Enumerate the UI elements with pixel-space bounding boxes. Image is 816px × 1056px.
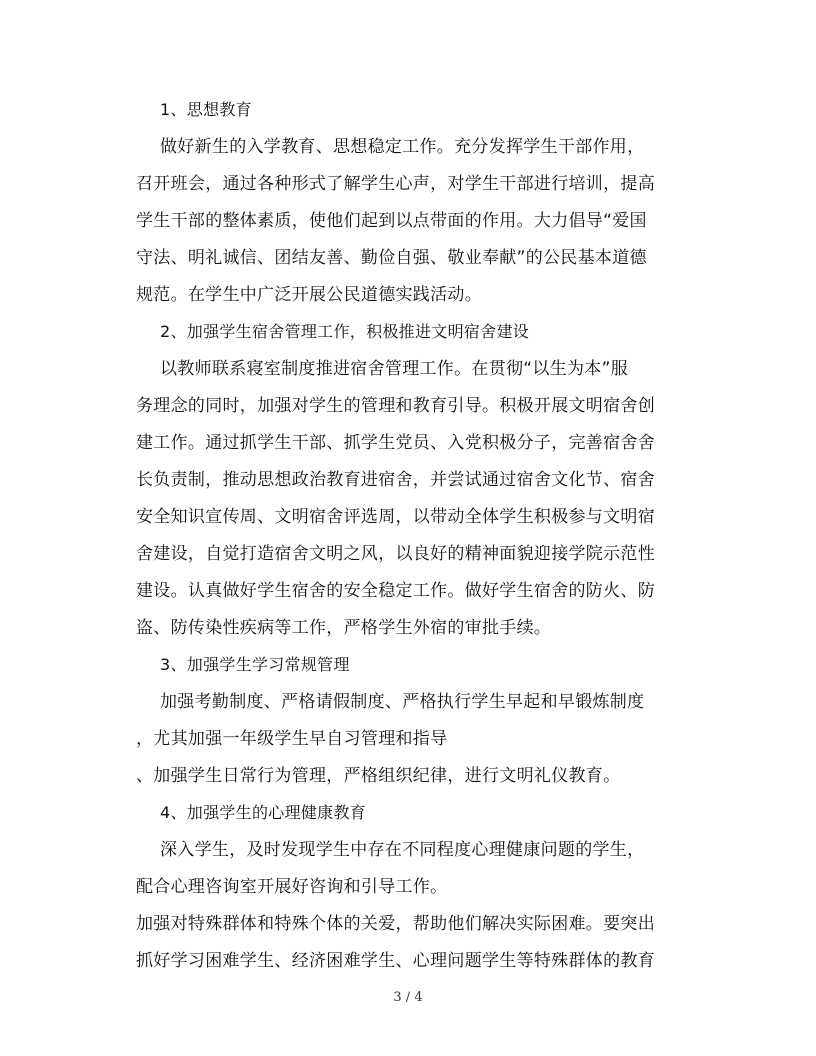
paragraph-line: 盗、防传染性疾病等工作，严格学生外宿的审批手续。 xyxy=(136,618,552,638)
section-heading-3: 3、加强学生学习常规管理 xyxy=(160,655,350,674)
paragraph-line: 学生干部的整体素质，使他们起到以点带面的作用。大力倡导“爱国 xyxy=(136,211,647,231)
paragraph-line: 深入学生，及时发现学生中存在不同程度心理健康问题的学生， xyxy=(160,840,645,860)
paragraph-line: 做好新生的入学教育、思想稳定工作。充分发挥学生干部作用， xyxy=(160,137,645,157)
paragraph-line: 务理念的同时，加强对学生的管理和教育引导。积极开展文明宿舍创 xyxy=(136,396,655,416)
paragraph-line: 建设。认真做好学生宿舍的安全稳定工作。做好学生宿舍的防火、防 xyxy=(136,581,655,601)
paragraph-line: 、加强学生日常行为管理，严格组织纪律，进行文明礼仪教育。 xyxy=(136,766,621,786)
paragraph-line: 召开班会，通过各种形式了解学生心声，对学生干部进行培训，提高 xyxy=(136,174,655,194)
paragraph-line: 加强对特殊群体和特殊个体的关爱，帮助他们解决实际困难。要突出 xyxy=(136,914,655,934)
paragraph-line: 建工作。通过抓学生干部、抓学生党员、入党积极分子，完善宿舍舍 xyxy=(136,433,655,453)
paragraph-line: 以教师联系寝室制度推进宿舍管理工作。在贯彻“以生为本”服 xyxy=(160,359,629,379)
paragraph-line: 规范。在学生中广泛开展公民道德实践活动。 xyxy=(136,285,482,305)
paragraph-line: 加强考勤制度、严格请假制度、严格执行学生早起和早锻炼制度 xyxy=(160,692,645,712)
paragraph-line: 长负责制，推动思想政治教育进宿舍，并尝试通过宿舍文化节、宿舍 xyxy=(136,470,655,490)
paragraph-line: 配合心理咨询室开展好咨询和引导工作。 xyxy=(136,877,448,897)
paragraph-line: 舍建设，自觉打造宿舍文明之风，以良好的精神面貌迎接学院示范性 xyxy=(136,544,655,564)
paragraph-line: 守法、明礼诚信、团结友善、勤俭自强、敬业奉献”的公民基本道德 xyxy=(136,248,647,268)
paragraph-line: 抓好学习困难学生、经济困难学生、心理问题学生等特殊群体的教育 xyxy=(136,951,655,971)
section-heading-4: 4、加强学生的心理健康教育 xyxy=(160,803,367,822)
page-number: 3 / 4 xyxy=(393,990,423,1005)
section-heading-2: 2、加强学生宿舍管理工作，积极推进文明宿舍建设 xyxy=(160,322,530,341)
section-heading-1: 1、思想教育 xyxy=(160,100,252,119)
paragraph-line: 安全知识宣传周、文明宿舍评选周，以带动全体学生积极参与文明宿 xyxy=(136,507,655,527)
paragraph-line: ，尤其加强一年级学生早自习管理和指导 xyxy=(136,729,448,749)
